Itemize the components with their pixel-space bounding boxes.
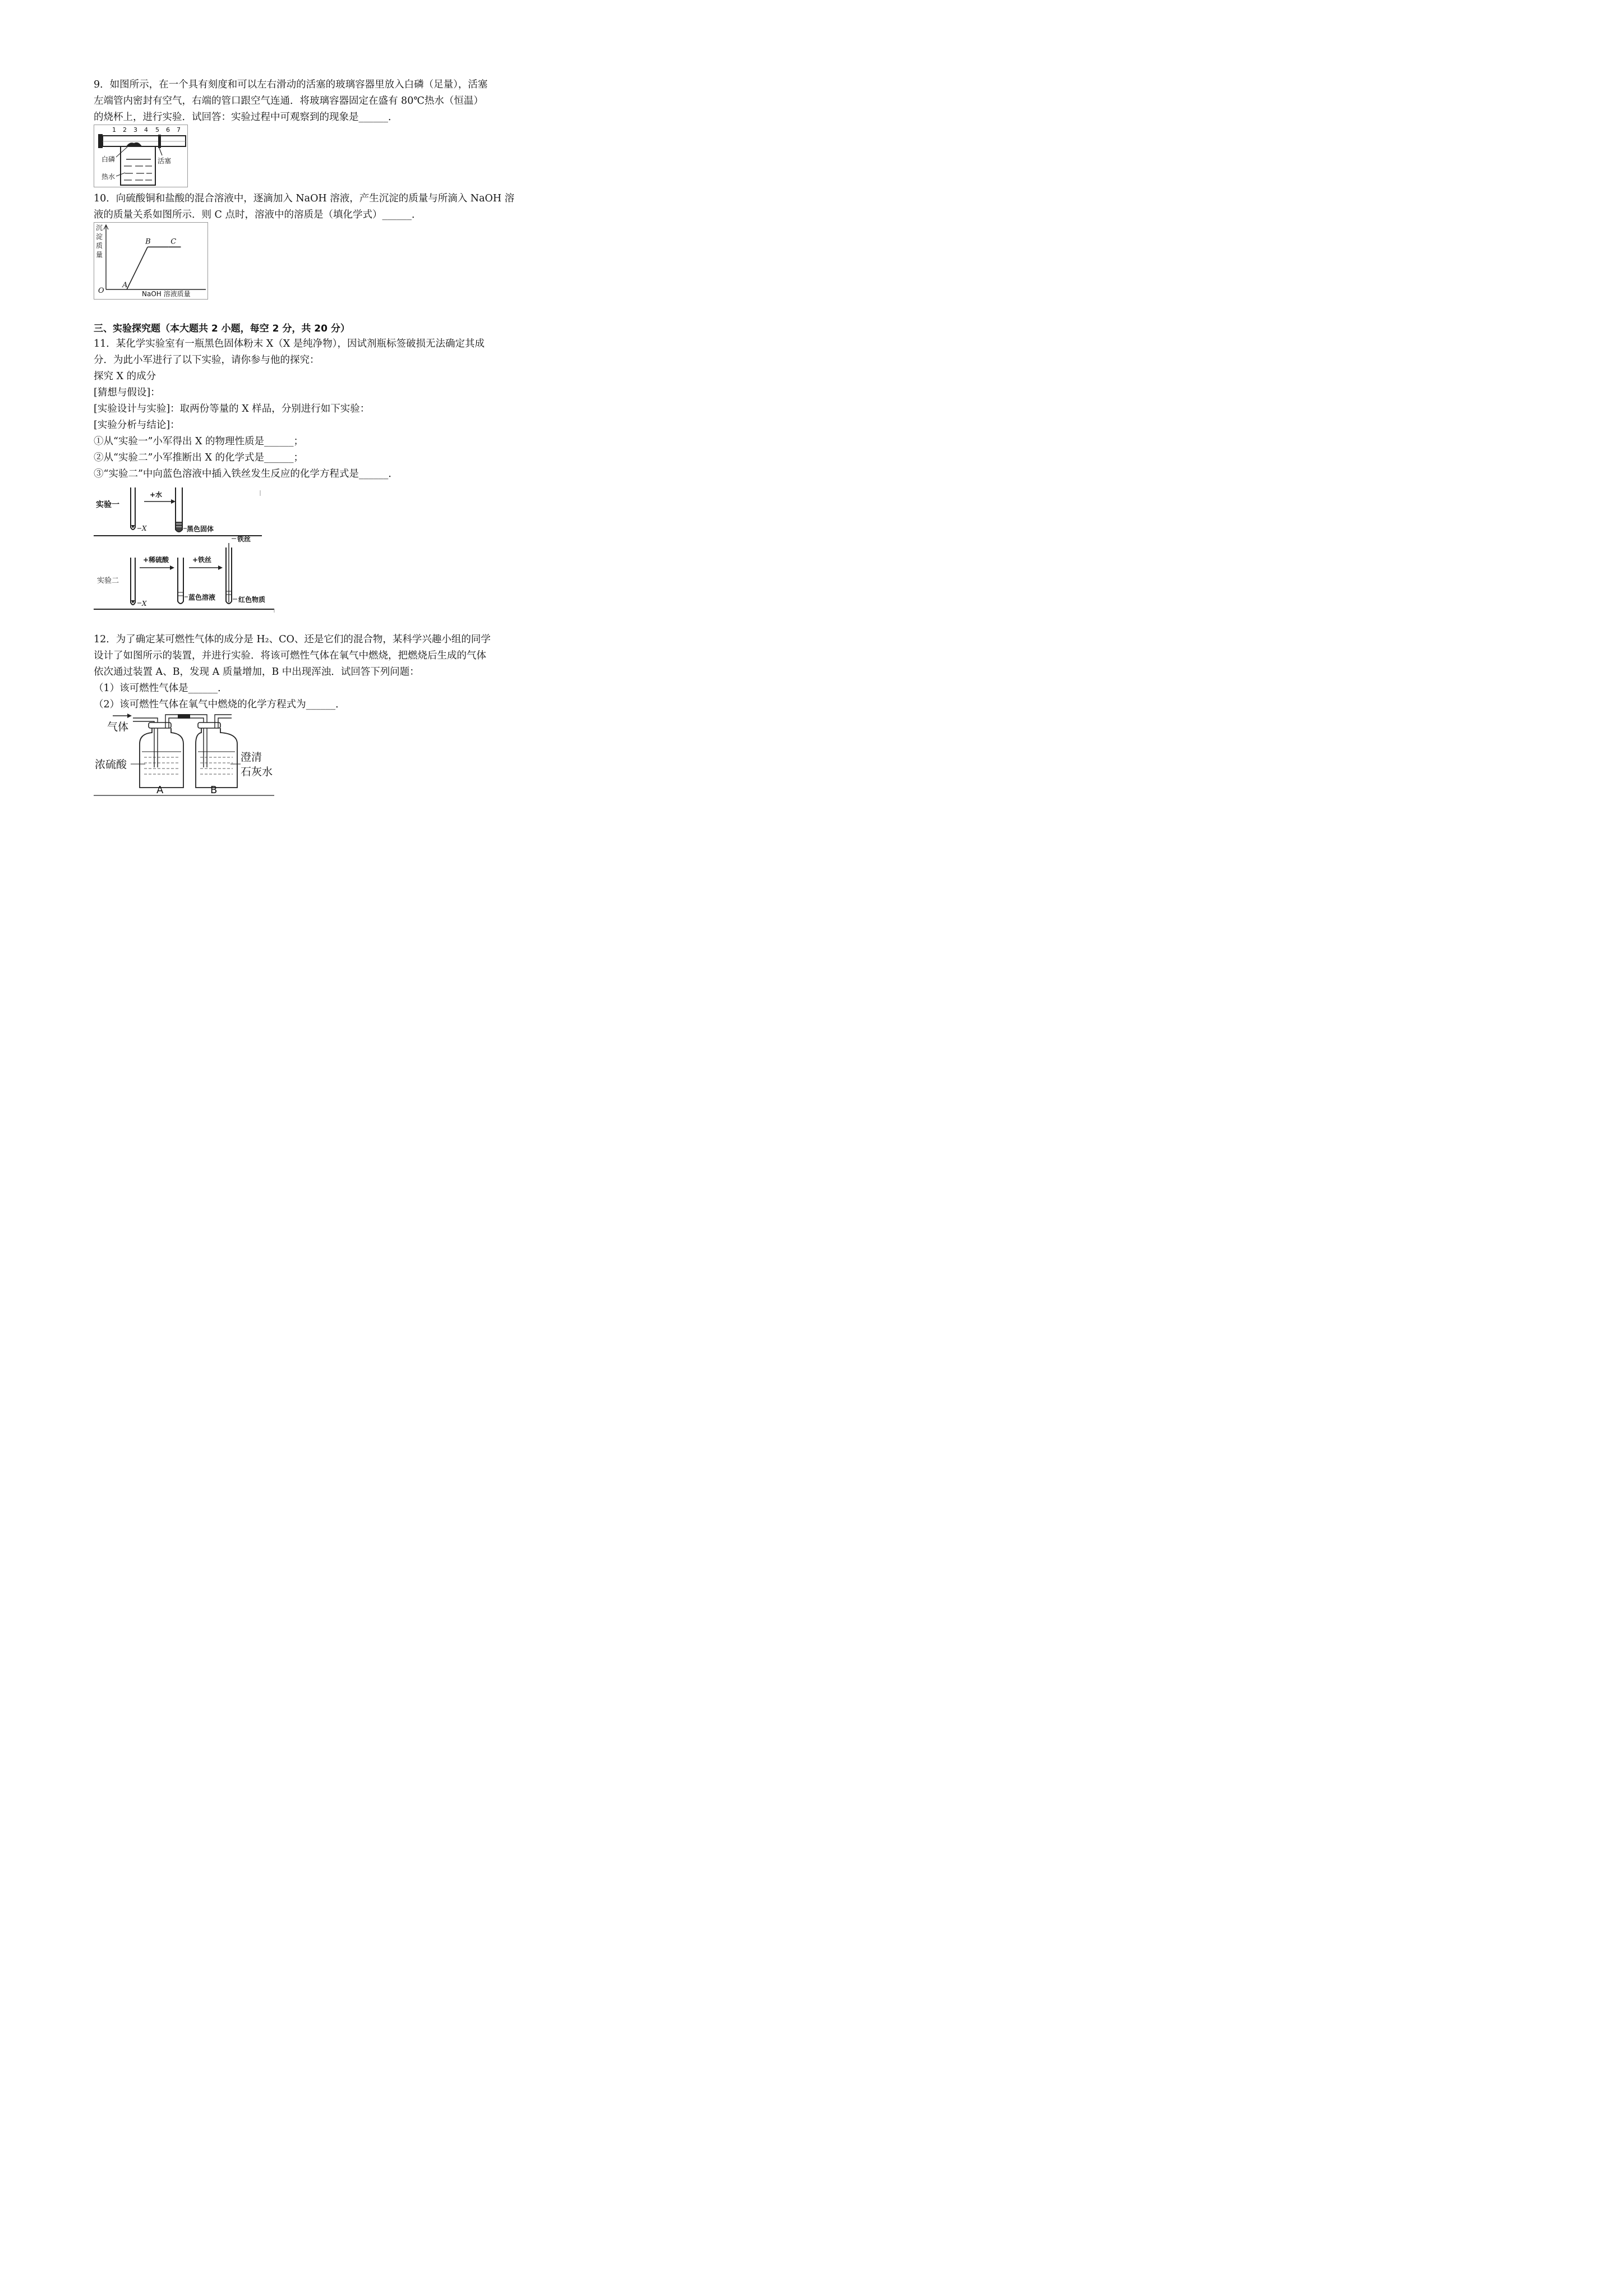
add-acid-label: +稀硫酸 [143,556,169,564]
scale-4: 4 [144,126,148,134]
add-iron-label: +铁丝 [192,556,212,564]
y-label-char-1: 沉 [96,224,103,232]
scale-3: 3 [133,126,137,134]
scale-6: 6 [166,126,170,134]
gas-label: 气体 [107,721,129,733]
white-phosphorus-label: 白磷 [102,155,116,163]
scale-1: 1 [112,126,116,134]
q12-line-3: 依次通过装置 A、B，发现 A 质量增加，B 中出现浑浊．试回答下列问题： [94,666,419,678]
q12-line-4: （1）该可燃性气体是______． [94,683,228,694]
piston-shape [158,135,161,148]
scale-5: 5 [155,126,159,134]
q11-line-3: 探究 X 的成分 [94,371,156,382]
exp1-label: 实验一 [96,500,119,509]
q10-chart [94,222,208,300]
red-substance-label: 红色物质 [238,596,266,604]
bottle-b-label: B [210,784,218,796]
q11-line-9: ③“实验二”中向蓝色溶液中插入铁丝发生反应的化学方程式是______． [94,468,398,480]
q11-line-4: [猜想与假设]： [94,387,160,398]
q12-figure [94,712,275,797]
point-label-O: O [98,287,104,295]
bottle-a-label: A [156,784,164,796]
conc-sulfuric-acid-label: 浓硫酸 [95,758,127,771]
stopper-shape [98,134,103,148]
limewater-label-1: 澄清 [241,751,262,763]
q10-line-1: 10．向硫酸铜和盐酸的混合溶液中，逐滴加入 NaOH 溶液，产生沉淀的质量与所滴入 NaOH 溶 [94,193,515,204]
point-label-C: C [170,237,177,246]
bottle-a-stopper [149,723,171,728]
hot-water-label: 热水 [102,173,116,181]
q9-figure [94,125,188,187]
q12-line-5: （2）该可燃性气体在氧气中燃烧的化学方程式为______． [94,699,345,710]
exp1-x-label: X [142,524,147,532]
q9-line-2: 左端管内密封有空气，右端的管口跟空气连通．将玻璃容器固定在盛有 80℃热水（恒温） [94,95,483,107]
q11-line-1: 11．某化学实验室有一瓶黑色固体粉末 X（X 是纯净物），因试剂瓶标签破损无法确定其成 [94,338,485,349]
q11-line-7: ①从“实验一”小军得出 X 的物理性质是______； [94,436,303,447]
section-3-heading: 三、实验探究题（本大题共 2 小题，每空 2 分，共 20 分） [94,323,350,334]
exp2-x-label: X [142,600,147,608]
scale-7: 7 [177,126,181,134]
bottle-b-stopper [198,723,220,728]
blue-solution-label: 蓝色溶液 [188,593,216,601]
q12-line-1: 12．为了确定某可燃性气体的成分是 H₂、CO、还是它们的混合物，某科学兴趣小组的同学 [94,634,491,645]
add-water-label: +水 [150,491,163,499]
q10-line-2: 液的质量关系如图所示．则 C 点时，溶液中的溶质是（填化学式）______． [94,209,422,220]
y-label-char-4: 量 [96,251,103,259]
q11-line-8: ②从“实验二”小军推断出 X 的化学式是______； [94,452,303,463]
limewater-label-2: 石灰水 [241,766,273,778]
point-label-A: A [122,281,128,289]
q9-line-1: 9．如图所示，在一个具有刻度和可以左右滑动的活塞的玻璃容器里放入白磷（足量），活塞 [94,79,488,90]
q11-line-2: 分．为此小军进行了以下实验，请你参与他的探究： [94,355,320,366]
q11-figure [94,485,275,616]
y-label-char-2: 淀 [96,233,103,241]
iron-wire-label: 铁丝 [237,535,251,543]
q11-line-5: [实验设计与实验]：取两份等量的 X 样品，分别进行如下实验： [94,403,370,415]
q12-line-2: 设计了如图所示的装置，并进行实验．将该可燃性气体在氧气中燃烧，把燃烧后生成的气体 [94,650,486,661]
y-label-char-3: 质 [96,242,103,250]
piston-label: 活塞 [158,157,172,165]
scale-2: 2 [123,126,127,134]
rubber-connector [178,714,190,719]
exp2-label: 实验二 [97,577,119,585]
q9-line-3: 的烧杯上，进行实验．试回答：实验过程中可观察到的现象是______． [94,112,398,123]
black-solid-label: 黑色固体 [187,525,214,533]
point-label-B: B [145,237,151,246]
x-axis-label: NaOH 溶液质量 [142,290,191,298]
q11-line-6: [实验分析与结论]： [94,420,180,431]
